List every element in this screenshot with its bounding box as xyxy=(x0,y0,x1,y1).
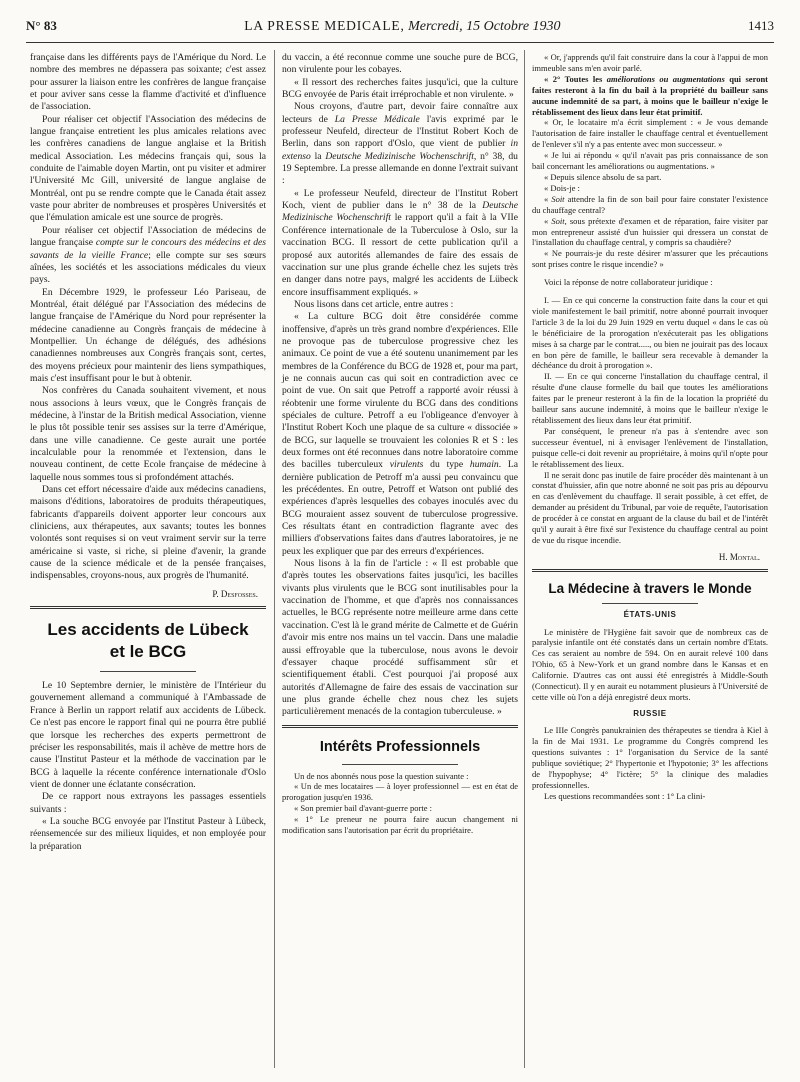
paragraph: Nous croyons, d'autre part, devoir faire connaître aux lecteurs de La Presse Médicale l'avis exprimé par le professeur Neufeld, directeur de l'Institut Robert Koch de Berlin, dans son rapport d'Oslo, que vient de publier in extenso la Deutsche Medizinische Wochenschrift, n° 38, du 19 Septembre. La presse allemande en donne l'extrait suivant : xyxy=(282,101,519,187)
paragraph: « Depuis silence absolu de sa part. xyxy=(544,171,662,182)
paragraph: « Soit, sous prétexte d'examen et de réparation, faire visiter par mon entrepreneur assisté d'un huissier qui dressera un constat de l'installation du chauffage central, y compris sa chaudière? xyxy=(532,215,769,248)
paragraph: Le IIIe Congrès panukrainien des thérapeutes se tiendra à Kiel à la fin de Mai 1931. Le programme du Congrès comprend les questions suivantes : 1° l'organisation du Service de la santé publique soviétique; 2° l'hypertonie et l'hypotonie; 3° les affections de l'hypophyse; 4° l'ictère; 5° la clinique des maladies professionnelles. xyxy=(532,725,768,790)
masthead-rule xyxy=(26,42,774,43)
paragraph: « Un de mes locataires — à loyer professionnel — est en état de prorogation jusqu'en 1936. xyxy=(282,781,518,803)
paragraph: « La souche BCG envoyée par l'Institut Pasteur à Lübeck, réensemencée sur des milieux liquides, et non employée pour la préparation xyxy=(30,816,266,852)
author-signature: H. Montal. xyxy=(718,551,760,562)
paragraph: Pour réaliser cet objectif l'Association de médecins de langue française compte sur le concours des médecins et des savants de la vieille France; elle compte sur ses sœurs aînées, les sociétés et les associations médicales du vieux pays. xyxy=(30,224,266,286)
issue-date: Mercredi, 15 Octobre 1930 xyxy=(408,19,561,34)
paragraph: Voici la réponse de notre collaborateur juridique : xyxy=(544,277,713,288)
subheading-etats-unis: ÉTATS-UNIS xyxy=(623,610,677,620)
paragraph: Les questions recommandées sont : 1° La clini- xyxy=(544,790,706,801)
section-heading-lubeck: Les accidents de Lübeck et le BCG xyxy=(47,620,249,662)
paragraph: Le 10 Septembre dernier, le ministère de l'Intérieur du gouvernement allemand a communiqué à l'Ambassade de France à Berlin un rapport relatif aux accidents de Lübeck. Ce n'est pas encore le rapport final qui ne pourra être publié que lorsque les recherches des experts permettront de préciser les responsabilités, mais il achève de mettre hors de cause l'Institut Pasteur et la méthode de vaccination par le BCG à laquelle la récente conférence internationale d'Oslo vient de donner une éclatante consécration. xyxy=(30,680,266,790)
paragraph: « Dois-je : xyxy=(544,182,580,193)
paragraph: De ce rapport nous extrayons les passages essentiels suivants : xyxy=(30,791,266,815)
subheading-russie: RUSSIE xyxy=(633,708,667,718)
paragraph: Nous lisons dans cet article, entre autres : xyxy=(294,298,454,310)
paragraph: En Décembre 1929, le professeur Léo Pariseau, de Montréal, était délégué par l'Association des médecins de langue française de l'Amérique du Nord pour représenter la médecine canadienne au Congrès français de médecine à Montpellier. Un échange de délégués, des adhésions canadiennes nombreuses aux Congrès français sont, certes, des moyens précieux pour maintenir des liens sympathiques, mais c'est insuffisant pour le but à obtenir. xyxy=(30,286,266,384)
section-heading-monde: La Médecine à travers le Monde xyxy=(548,581,752,597)
paragraph: Il ne serait donc pas inutile de faire procéder dès maintenant à un constat d'huissier, afin que notre abonné ne soit pas pris au dépourvu en cas d'enlèvement du chauffage. Il serait possible, à cet effet, de demander au président du Tribunal, par voie de requête, l'autorisation de procéder à ce constat en arguant de la clause du bail et de l'intérêt qu'il y aurait à être fixé sur l'existence du chauffage central au point de vue du risque incendie. xyxy=(532,469,768,545)
spacer xyxy=(532,288,768,295)
column-divider xyxy=(274,50,275,1068)
page-number: 1413 xyxy=(747,18,774,33)
heading-rule xyxy=(342,764,458,765)
spacer xyxy=(532,270,768,277)
issue-number: N° 83 xyxy=(26,18,57,33)
paragraph: « Il ressort des recherches faites jusqu'ici, que la culture BCG envoyée de Paris était irréprochable et non virulente. » xyxy=(282,76,518,101)
masthead xyxy=(26,18,774,40)
paragraph: Un de nos abonnés nous pose la question suivante : xyxy=(294,770,469,781)
column-middle xyxy=(282,52,518,836)
paragraph: I. — En ce qui concerne la construction faite dans la cour et qui viole manifestement le bail primitif, notre abonné pourrait invoquer l'article 3 de la loi du 29 Juin 1929 en vertu duquel « dans le cas où le bénéficiaire de la prorogation n'exécuterait pas les obligations mises à sa charge par le contrat....., ou bien ne jouirait pas des locaux en bon père de famille, le bailleur sera recevable à demander la déchéance du droit à prorogation ». xyxy=(532,295,768,371)
journal-title: LA PRESSE MEDICALE, xyxy=(244,18,405,33)
paragraph: « La culture BCG doit être considérée comme inoffensive, d'après un très grand nombre d'expériences. Elle ne provoque pas de tuberculose progressive chez les animaux. Ce point de vue a été soutenu unanimement par les membres de la Conférence du BCG de 1928 et, pour ma part, je ne connais aucun cas qui soit en contradiction avec ce point de vue. On sait que Petroff a rapporté avoir réussi à réobtenir une forme virulente du BCG dans des conditions spéciales de culture. Petroff a eu l'obligeance d'envoyer à l'Institut Robert Koch une plaque de sa culture « dissociée » de BCG, sur laquelle se trouvaient les colonies R et S : les deux formes ont été reconnues dans notre laboratoire comme des bacilles tuberculeux virulents du type humain. La dernière publication de Petroff m'a aussi peu convaincu que les précédentes. En outre, Petroff et Watson ont publié des expériences d'après lesquelles des cobayes inoculés avec du BCG mouraient assez souvent de tuberculose progressive. Ces résultats étant en contradiction flagrante avec des milliers d'observations faites dans d'autres laboratoires, je ne peux les expliquer que par des erreurs d'expériences. xyxy=(282,311,519,557)
author-signature: P. Desfosses. xyxy=(212,588,258,599)
paragraph: Par conséquent, le preneur n'a pas à s'entendre avec son successeur éventuel, ni à envisager l'enlèvement de l'installation, puisque celle-ci doit revenir au propriétaire, à moins qu'il n'opte pour le rétablissement des lieux. xyxy=(532,425,768,469)
column-left xyxy=(30,52,266,853)
paragraph: « Or, j'apprends qu'il fait construire dans la cour à l'appui de mon immeuble sans m'en avoir parlé. xyxy=(532,52,768,73)
column-divider xyxy=(524,50,525,1068)
paragraph: II. — En ce qui concerne l'installation du chauffage central, il résulte d'une clause formelle du bail que toutes les améliorations faites par le preneur resteront à la fin de la location la propriété du bailleur sans aucune indemnité, à moins que le bailleur n'exige le rétablissement des lieux dans leur état primitif. xyxy=(532,371,768,425)
paragraph: « Soit attendre la fin de son bail pour faire constater l'existence du chauffage central? xyxy=(532,193,768,215)
heading-rule xyxy=(602,603,698,604)
paragraph: Nos confrères du Canada souhaitent vivement, et nous nous associons à leurs vœux, que le Congrès français de médecine, à l'instar de la British medical Association, vienne le plus tôt possible tenir ses assises sur la terre d'Amérique, dans une ville canadienne. Ce geste aurait une portée incalculable pour la renommée et l'extension, dans le nouveau continent, de cette Ecole française de médecine à laquelle nous sommes tous si profondément attachés. xyxy=(30,385,266,483)
column-right xyxy=(532,52,768,802)
paragraph: « Je lui ai répondu « qu'il n'avait pas pris connaissance de son bail concernant les améliorations ou augmentations. » xyxy=(532,150,768,172)
paragraph: Pour réaliser cet objectif l'Association des médecins de langue française entretient les plus amicales relations avec les confrères canadiens de langue anglaise et la British medical Association. Les médecins français qui, sous la conduite de l'aimable doyen Martin, ont pu visiter et admirer l'Université Mc Gill, université de langue anglaise de Montréal, ont pu se rendre compte que le Canada était assez vaste pour abriter de nombreuses et prospères Universités et que l'émulation amicale est une source de progrès. xyxy=(30,113,266,224)
section-rule xyxy=(282,725,518,728)
section-rule xyxy=(30,606,266,609)
paragraph: Dans cet effort nécessaire d'aide aux médecins canadiens, maisons d'éditions, laboratoires de produits thérapeutiques, fabricants d'appareils doivent apporter leur concours aux cliniciens, aux thérapeutes, aux savants; toutes les bonnes volontés sont requises si on veut vraiment servir sur la terre américaine si vaste, si riche, si pleine d'avenir, la grande cause de la science médicale et de la pensée françaises, indispensables, croyons-nous, aux progrès de l'humanité. xyxy=(30,484,266,582)
paragraph: « Or, le locataire m'a écrit simplement : « Je vous demande l'autorisation de faire installer le chauffage central et éventuellement de l'enlever s'il n'y a pas entente avec mon successeur. » xyxy=(532,117,768,150)
heading-rule xyxy=(100,671,196,672)
paragraph: française dans les différents pays de l'Amérique du Nord. Le nombre des membres ne dépassera pas soixante; c'est assez pour assurer la liaison entre les confrères de langue française et pour aviver sans cesse la flamme d'activité et d'influence de l'association. xyxy=(30,52,266,113)
section-heading-interets: Intérêts Professionnels xyxy=(319,738,481,755)
paragraph: « 2° Toutes les améliorations ou augmentations qui seront faites resteront à la fin du bail à la propriété du bailleur sans aucune indemnité de sa part, à moins que le bailleur n'exige le rétablissement des lieux dans leur état primitif. xyxy=(532,73,768,117)
paragraph: du vaccin, a été reconnue comme une souche pure de BCG, non virulente pour les cobayes. xyxy=(282,52,518,76)
paragraph: « Son premier bail d'avant-guerre porte : xyxy=(294,803,432,814)
paragraph: « Le professeur Neufeld, directeur de l'Institut Robert Koch, vient de publier dans le n° 38 de la Deutsche Medizinische Wochenschrift le rapport qu'il a fait à la VIIe Conférence internationale de la Tuberculose à Oslo, sur la vaccination BCG. Il ressort de cette publication qu'il a proposé aux autorités allemandes de faire des essais de vaccination sur une plus grande échelle chez les sujets très en danger dans notre pays, malgré les accidents de Lübeck encore insuffisamment expliqués. » xyxy=(282,187,518,298)
paragraph: Nous lisons à la fin de l'article : « Il est probable que d'après toutes les observations faites jusqu'ici, les bacilles vivants plus virulents que le BCG sont inutilisables pour la vaccination de l'homme, et que d'après nos connaissances actuelles, le BCG représente notre meilleure arme dans cette vaccination. C'est là le grand mérite de Calmette et de Guérin d'avoir mis entre nos mains un tel vaccin. Dans une maladie aussi effroyable que la tuberculose, nous avons le devoir d'essayer chaque procédé suffisamment sûr et scientifiquement établi. C'est pourquoi j'ai proposé aux autorités d'Allemagne de faire des essais de vaccination sur une plus grande échelle chez nous chez les sujets particulièrement menacés de la contagion tuberculeuse. » xyxy=(282,558,518,718)
masthead-center xyxy=(244,18,560,35)
paragraph: Le ministère de l'Hygiène fait savoir que de nombreux cas de paralysie infantile ont été constatés dans un certain nombre d'Etats. Ces cas seraient au nombre de 594. On en aurait relevé 100 dans l'Ohio, 65 à New-York et un grand nombre dans le Kansas et en Californie. D'autres cas ont aussi été enregistrés à Middle-South (Connecticut). Il y en aurait eu notamment plusieurs à l'Université de cette ville où l'on a déjà enregistré deux morts. xyxy=(532,626,768,702)
paragraph: « 1° Le preneur ne pourra faire aucun changement ni modification sans l'autorisation par écrit du propriétaire. xyxy=(282,814,518,836)
paragraph: « Ne pourrais-je du reste désirer m'assurer que les précautions sont prises contre le risque incendie? » xyxy=(532,248,768,270)
section-rule xyxy=(532,569,768,572)
